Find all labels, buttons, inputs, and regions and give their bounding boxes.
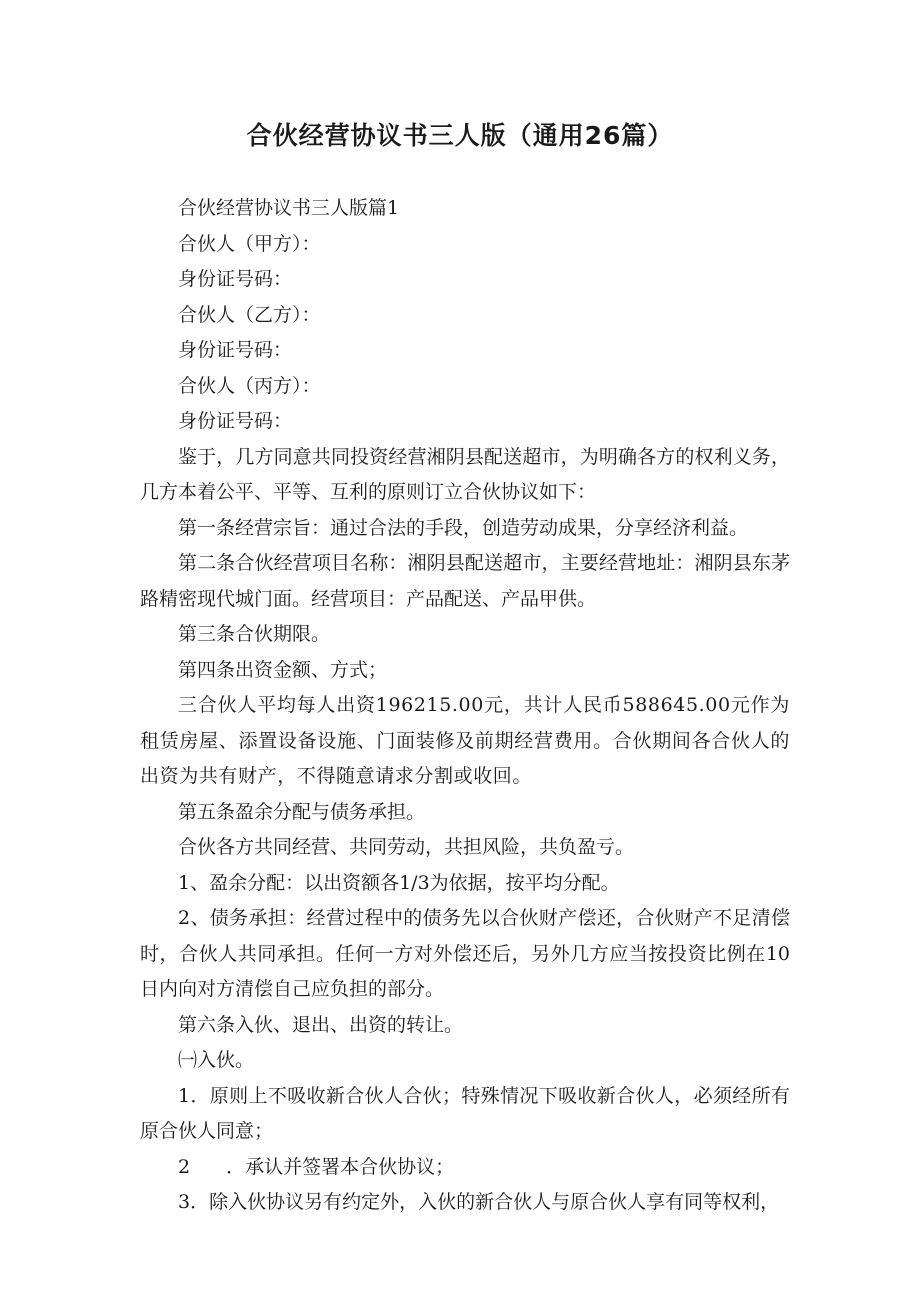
- item-2-text: ．承认并签署本合伙协议；: [226, 1155, 455, 1178]
- article-6-item-3: 3．除入伙协议另有约定外，入伙的新合伙人与原合伙人享有同等权利，: [178, 1191, 780, 1213]
- article-6-item-1: 1．原则上不吸收新合伙人合伙；特殊情况下吸收新合伙人，必须经所有原合伙人同意；: [140, 1084, 790, 1142]
- party-a-id-label: 身份证号码：: [178, 268, 293, 290]
- article-5-intro: 合伙各方共同经营、共同劳动，共担风险，共负盈亏。: [178, 836, 635, 858]
- preamble-paragraph: 鉴于，几方同意共同投资经营湘阴县配送超市，为明确各方的权利义务，几方本着公平、平等、互利的原则订立合伙协议如下：: [140, 445, 790, 503]
- article-6: 第六条入伙、退出、出资的转让。: [178, 1013, 464, 1036]
- party-c-id-label: 身份证号码：: [178, 410, 293, 432]
- party-b-id-label: 身份证号码：: [178, 339, 293, 361]
- article-5-item-2: 2、债务承担：经营过程中的债务先以合伙财产偿还，合伙财产不足清偿时，合伙人共同承担。任何一方对外偿还后，另外几方应当按投资比例在10日内向对方清偿自己应负担的部分。: [140, 907, 790, 1000]
- section-heading: 合伙经营协议书三人版篇1: [178, 197, 400, 219]
- party-a-label: 合伙人（甲方）：: [178, 232, 321, 255]
- party-b-label: 合伙人（乙方）：: [178, 303, 321, 326]
- party-c-label: 合伙人（丙方）：: [178, 374, 321, 397]
- document-title: 合伙经营协议书三人版（通用26篇）: [246, 121, 674, 150]
- article-3: 第三条合伙期限。: [178, 623, 331, 645]
- article-5-item-1: 1、盈余分配：以出资额各1/3为依据，按平均分配。: [178, 871, 620, 894]
- article-1: 第一条经营宗旨：通过合法的手段，创造劳动成果，分享经济利益。: [178, 516, 749, 539]
- article-6-item-2: [140, 1150, 790, 1186]
- article-5: 第五条盈余分配与债务承担。: [178, 800, 426, 823]
- article-4: 第四条出资金额、方式；: [178, 658, 388, 681]
- article-4-detail: 三合伙人平均每人出资196215.00元，共计人民币588645.00元作为租赁房屋、添置设备设施、门面装修及前期经营费用。合伙期间各合伙人的出资为共有财产，不得随意请求分割或收回。: [140, 694, 790, 787]
- item-2-number: 2: [178, 1155, 191, 1178]
- article-6-sub-1: ㈠入伙。: [178, 1049, 255, 1071]
- article-2: 第二条合伙经营项目名称：湘阴县配送超市，主要经营地址：湘阴县东茅路精密现代城门面。经营项目：产品配送、产品甲供。: [140, 552, 790, 610]
- document-body: [140, 191, 790, 1221]
